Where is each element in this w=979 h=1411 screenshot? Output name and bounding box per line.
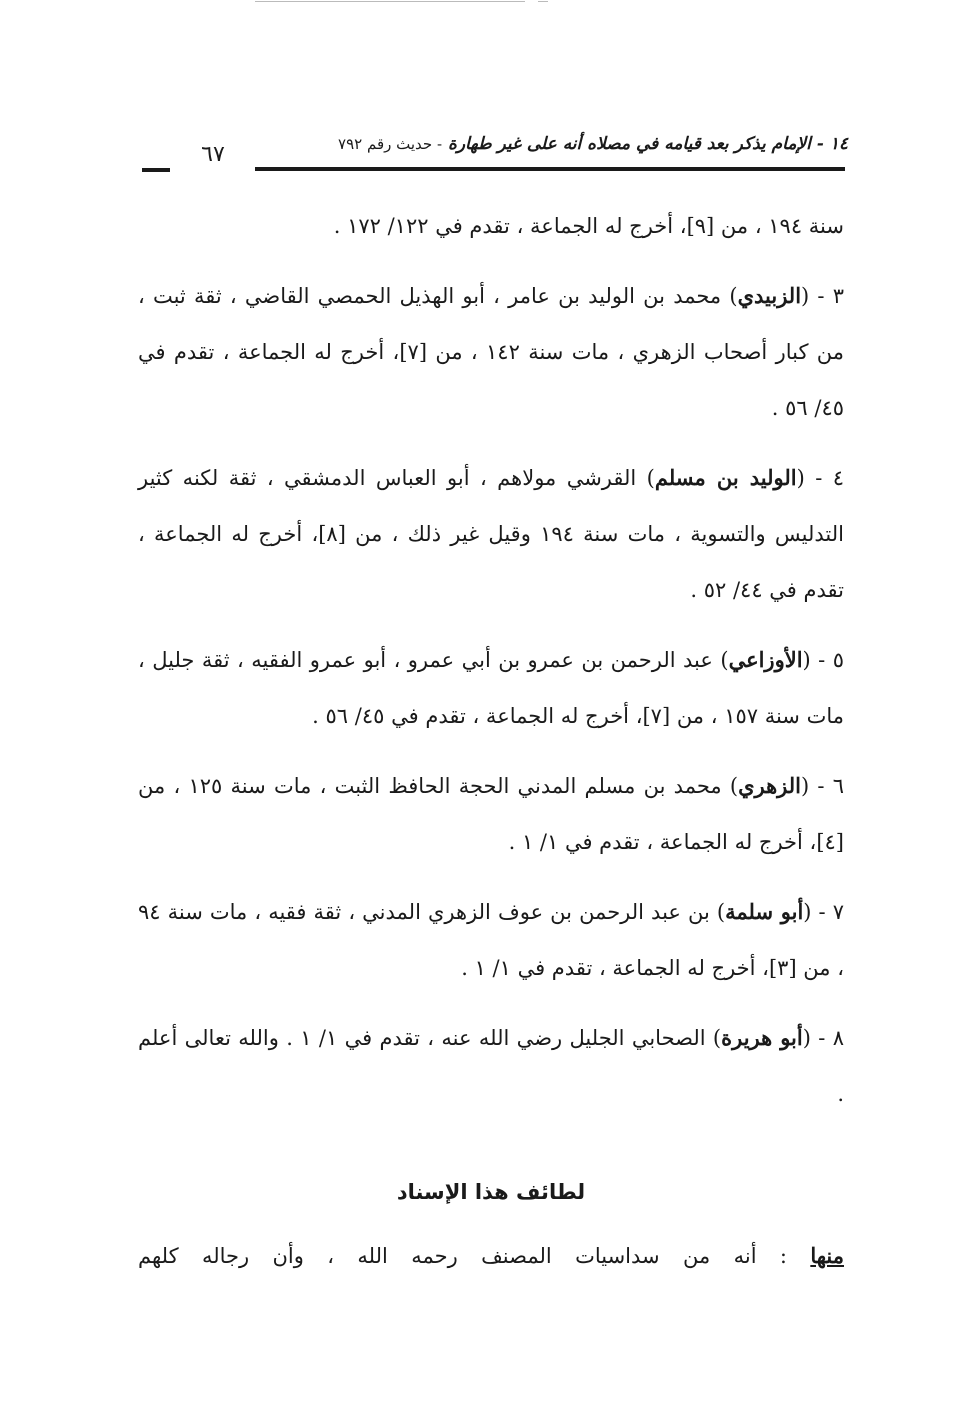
narrator-entry-7: ٧ - (أبو سلمة) بن عبد الرحمن بن عوف الزهري المدني ، ثقة فقيه ، مات سنة ٩٤ ، من [٣]، أخرج له الجماعة ، تقدم في ١/ ١ . — [138, 899, 844, 980]
narrator-entry-5: ٥ - (الأوزاعي) عبد الرحمن بن عمرو بن أبي عمرو ، أبو عمرو الفقيه ، ثقة جليل ، مات سنة ١٥٧ ، من [٧]، أخرج له الجماعة ، تقدم في ٤٥/ ٥٦ . — [138, 647, 844, 728]
top-edge-rule — [255, 1, 525, 2]
running-header — [258, 132, 848, 156]
narrator-name: أبو سلمة — [725, 899, 804, 924]
narrator-name: الزهري — [738, 773, 801, 798]
narrator-name: أبو هريرة — [721, 1025, 803, 1050]
chapter-title: ١٤ - الإمام يذكر بعد قيامه في مصلاه أنه على غير طهارة — [447, 134, 848, 154]
section-heading: لطائف هذا الإسناد — [396, 1180, 586, 1204]
continued-entry: سنة ١٩٤ ، من [٩]، أخرج له الجماعة ، تقدم في ١٢٢/ ١٧٢ . — [333, 214, 844, 238]
narrator-entry-4: ٤ - (الوليد بن مسلم) القرشي مولاهم ، أبو العباس الدمشقي ، ثقة لكنه كثير التدليس والتسوية ، مات سنة ١٩٤ وقيل غير ذلك ، من [٨]، أخرج له الجماعة ، تقدم في ٤٤/ ٥٢ . — [138, 465, 844, 602]
narrators-list — [138, 198, 844, 1122]
hadith-reference: - حديث رقم ٧٩٢ — [338, 135, 443, 153]
section-first-line — [138, 1228, 844, 1284]
page-number: ٦٧ — [201, 142, 225, 167]
header-rule — [255, 167, 845, 171]
narrator-name: الوليد بن مسلم — [654, 465, 797, 490]
section-lead-word: منها — [810, 1243, 844, 1268]
narrator-entry-6: ٦ - (الزهري) محمد بن مسلم المدني الحجة الحافظ الثبت ، مات سنة ١٢٥ ، من [٤]، أخرج له الجماعة ، تقدم في ١/ ١ . — [138, 773, 845, 854]
top-edge-mark — [538, 1, 548, 2]
narrator-entry-8: ٨ - (أبو هريرة) الصحابي الجليل رضي الله عنه ، تقدم في ١/ ١ . والله تعالى أعلم . — [138, 1025, 844, 1106]
page-number-dash — [142, 168, 170, 172]
narrator-name: الأوزاعي — [728, 647, 803, 672]
narrator-name: الزبيدي — [737, 283, 802, 308]
section-text: : أنه من سداسيات المصنف رحمه الله ، وأن رجاله كلهم — [138, 1244, 811, 1268]
narrator-entry-3: ٣ - (الزبيدي) محمد بن الوليد بن عامر ، أبو الهذيل الحمصي القاضي ، ثقة ثبت ، من كبار أصحاب الزهري ، مات سنة ١٤٢ ، من [٧]، أخرج له الجماعة ، تقدم في ٤٥/ ٥٦ . — [138, 283, 845, 420]
